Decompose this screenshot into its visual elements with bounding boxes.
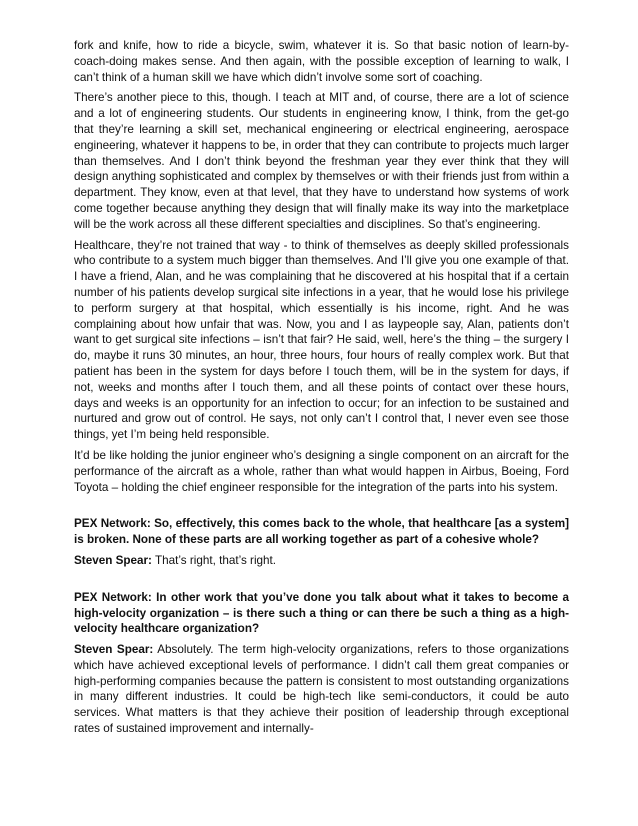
speaker-name: Steven Spear:	[74, 643, 154, 657]
section-spacer	[74, 574, 569, 590]
interview-answer	[74, 642, 569, 737]
interview-answer	[74, 553, 569, 569]
section-spacer	[74, 500, 569, 516]
body-paragraph: There’s another piece to this, though. I teach at MIT and, of course, there are a lot of science and a lot of engineering students. Our students in engineering know, I think, from the get-go that they’re learning a skill set, mechanical engineering or electrical engineering, aerospace engineering, whatever it happens to be, in order that they can contribute to projects much larger than themselves. And I don’t think beyond the freshman year they ever think that they will design anything sophisticated and complex by themselves or with their friends just from within a department. They know, even at that level, that they have to understand how systems of work come together because anything they design that will finally make its way into the marketplace will be the work across all these different specialties and disciplines. So that’s engineering.	[74, 91, 569, 231]
body-paragraph: fork and knife, how to ride a bicycle, swim, whatever it is. So that basic notion of learn-by-coach-doing makes sense. And then again, with the possible exception of learning to walk, I can’t think of a human skill we have which didn’t involve some sort of coaching.	[74, 39, 569, 84]
interview-question: PEX Network: So, effectively, this comes back to the whole, that healthcare [as a system] is broken. None of these parts are all working together as part of a cohesive whole?	[74, 517, 569, 547]
document-page	[74, 38, 569, 742]
answer-text: Absolutely. The term high-velocity organizations, refers to those organizations which have achieved exceptional levels of performance. I didn’t call them great companies or high-performing companies because the pattern is consistent to most outstanding organizations in many different industries. It could be high-tech like semi-conductors, it could be auto services. What matters is that they achieve their position of leadership through exceptional rates of sustained improvement and internally-	[74, 643, 569, 736]
body-paragraph: It’d be like holding the junior engineer who’s designing a single component on an aircraft for the performance of the aircraft as a whole, rather than what would happen in Airbus, Boeing, Ford Toyota – holding the chief engineer responsible for the integration of the parts into his system.	[74, 448, 569, 494]
answer-text: That’s right, that’s right.	[151, 553, 277, 567]
interview-question: PEX Network: In other work that you’ve done you talk about what it takes to become a high-velocity organization – is there such a thing or can there be such a thing as a high-velocity healthcare organization?	[74, 590, 569, 636]
speaker-name: Steven Spear:	[74, 553, 152, 567]
body-paragraph: Healthcare, they’re not trained that way - to think of themselves as deeply skilled professionals who contribute to a system much bigger than themselves. And I’ll give you one example of that. I have a friend, Alan, and he was complaining that he discovered at his hospital that if a certain number of his patients develop surgical site infections in a year, that he would lose his privilege to perform surgery at that hospital, which essentially is his income, right. And he was complaining about how unfair that was. Now, you and I as laypeople say, Alan, patients don’t want to get surgical site infections – isn’t that fair? He said, well, here’s the thing – the surgery I do, maybe it runs 30 minutes, an hour, three hours, four hours of really complex work. But that patient has been in the system for days before I touch them, will be in the system for days, if not, weeks and months after I touch them, and all these points of contact over these hours, days and weeks is an opportunity for an infection to occur; for an infection to be sustained and nurtured and grow out of control. He says, not only can’t I control that, I never even see those things, yet I’m being held responsible.	[74, 238, 569, 442]
